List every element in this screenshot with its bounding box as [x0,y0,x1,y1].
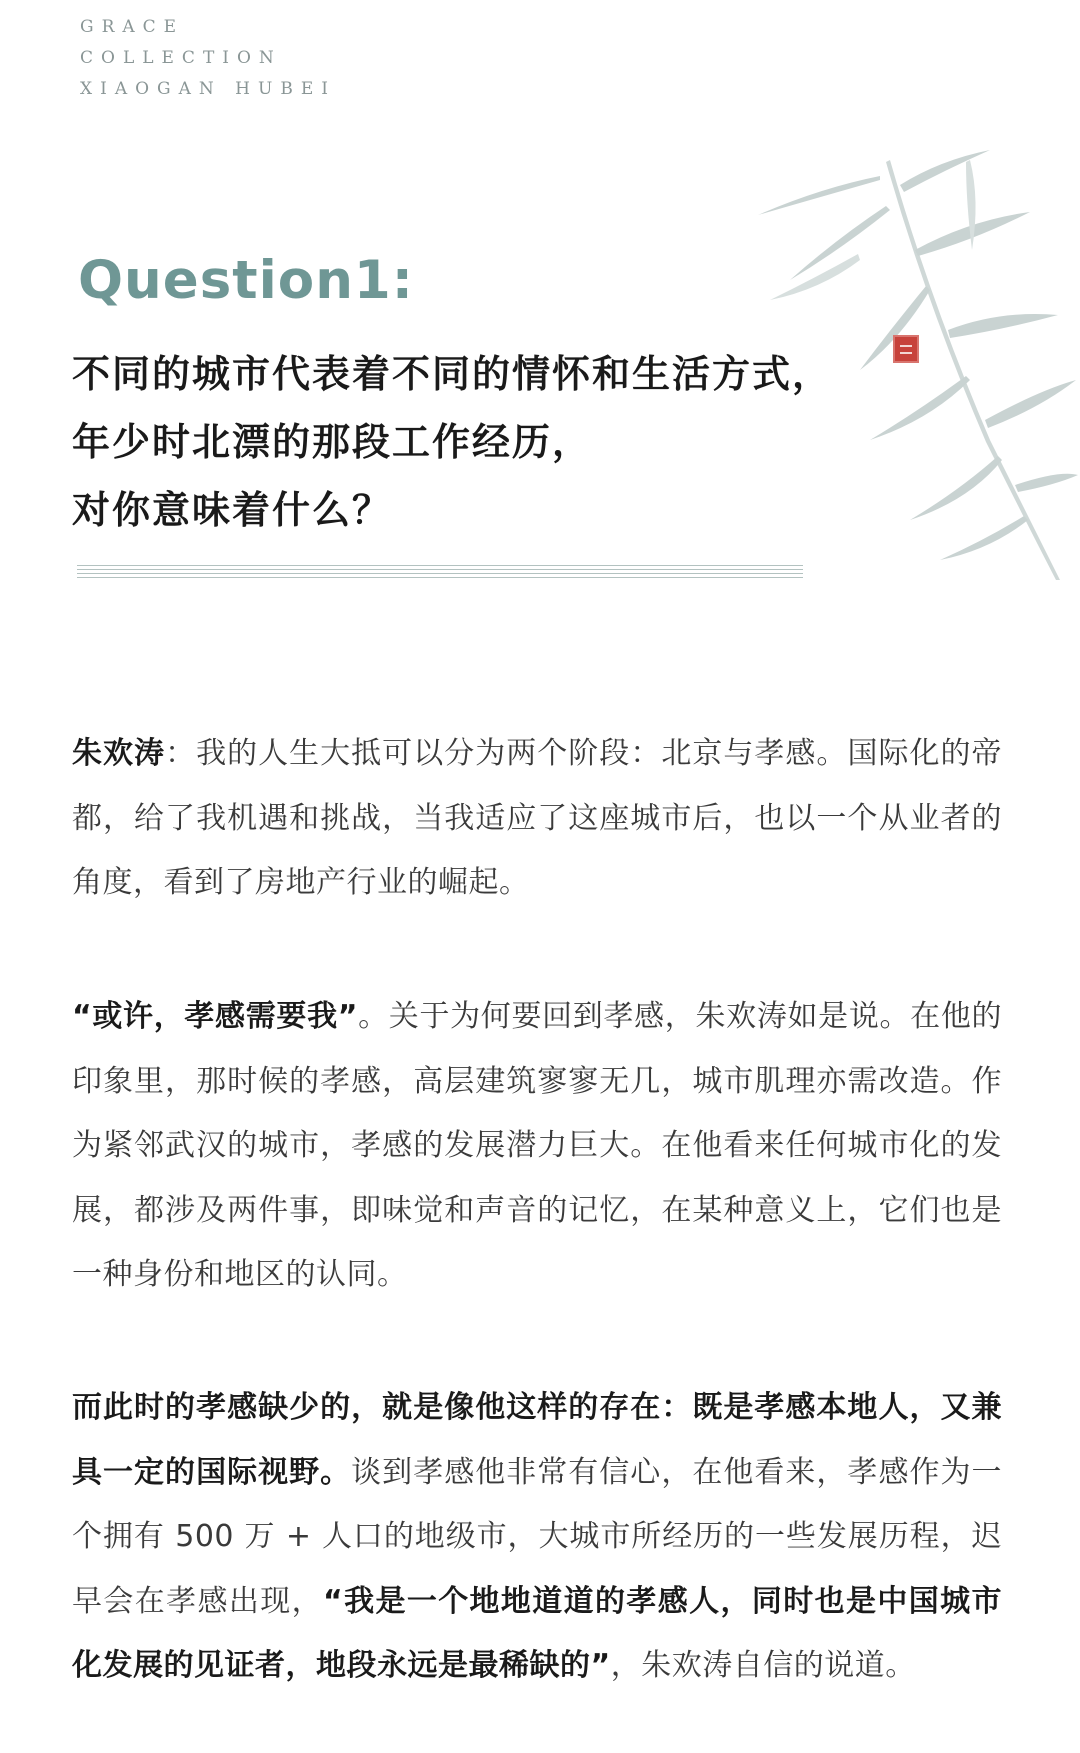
question-label: Question1: [78,250,414,311]
paragraph-3-ending: ，朱欢涛自信的说道。 [610,1648,916,1683]
paragraph-3-bold-quote: “我是一个地地道道的孝感人，同时也是中国城市化发展的见证者，地段永远是最稀缺的” [72,1583,1003,1683]
speaker-name: 朱欢涛 [72,736,166,771]
paragraph-1-text: ：我的人生大抵可以分为两个阶段：北京与孝感。国际化的帝都，给了我机遇和挑战，当我适应了这座城市后，也以一个从业者的角度，看到了房地产行业的崛起。 [72,736,1003,900]
double-divider-rule [77,565,803,579]
answer-paragraph-2 [72,985,1002,1308]
question-line-3: 对你意味着什么？ [72,487,393,532]
paragraph-2-quote: “或许，孝感需要我” [72,999,358,1034]
answer-paragraph-1 [72,722,1002,916]
question-line-2: 年少时北漂的那段工作经历， [72,419,593,464]
brand-line-location: XIAOGAN HUBEI [80,79,336,99]
brand-line-collection: COLLECTION [80,48,282,68]
paragraph-3-text: 谈到孝感他非常有信心，在他看来，孝感作为一个拥有 500 万 + 人口的地级市，大城市所经历的一些发展历程，迟早会在孝感出现， [72,1454,1003,1619]
answer-paragraph-3 [72,1376,1002,1699]
paragraph-3-bold-intro: 而此时的孝感缺少的，就是像他这样的存在：既是孝感本地人，又兼具一定的国际视野。 [72,1390,1002,1490]
red-seal-stamp [893,335,919,363]
paragraph-2-text: 。关于为何要回到孝感，朱欢涛如是说。在他的印象里，那时候的孝感，高层建筑寥寥无几，城市肌理亦需改造。作为紧邻武汉的城市，孝感的发展潜力巨大。在他看来任何城市化的发展，都涉及两件事，即味觉和声音的记忆，在某种意义上，它们也是一种身份和地区的认同。 [72,999,1002,1292]
question-text [72,340,852,544]
brand-block [80,12,336,105]
brand-line-grace: GRACE [80,17,185,37]
question-line-1: 不同的城市代表着不同的情怀和生活方式， [72,351,833,396]
